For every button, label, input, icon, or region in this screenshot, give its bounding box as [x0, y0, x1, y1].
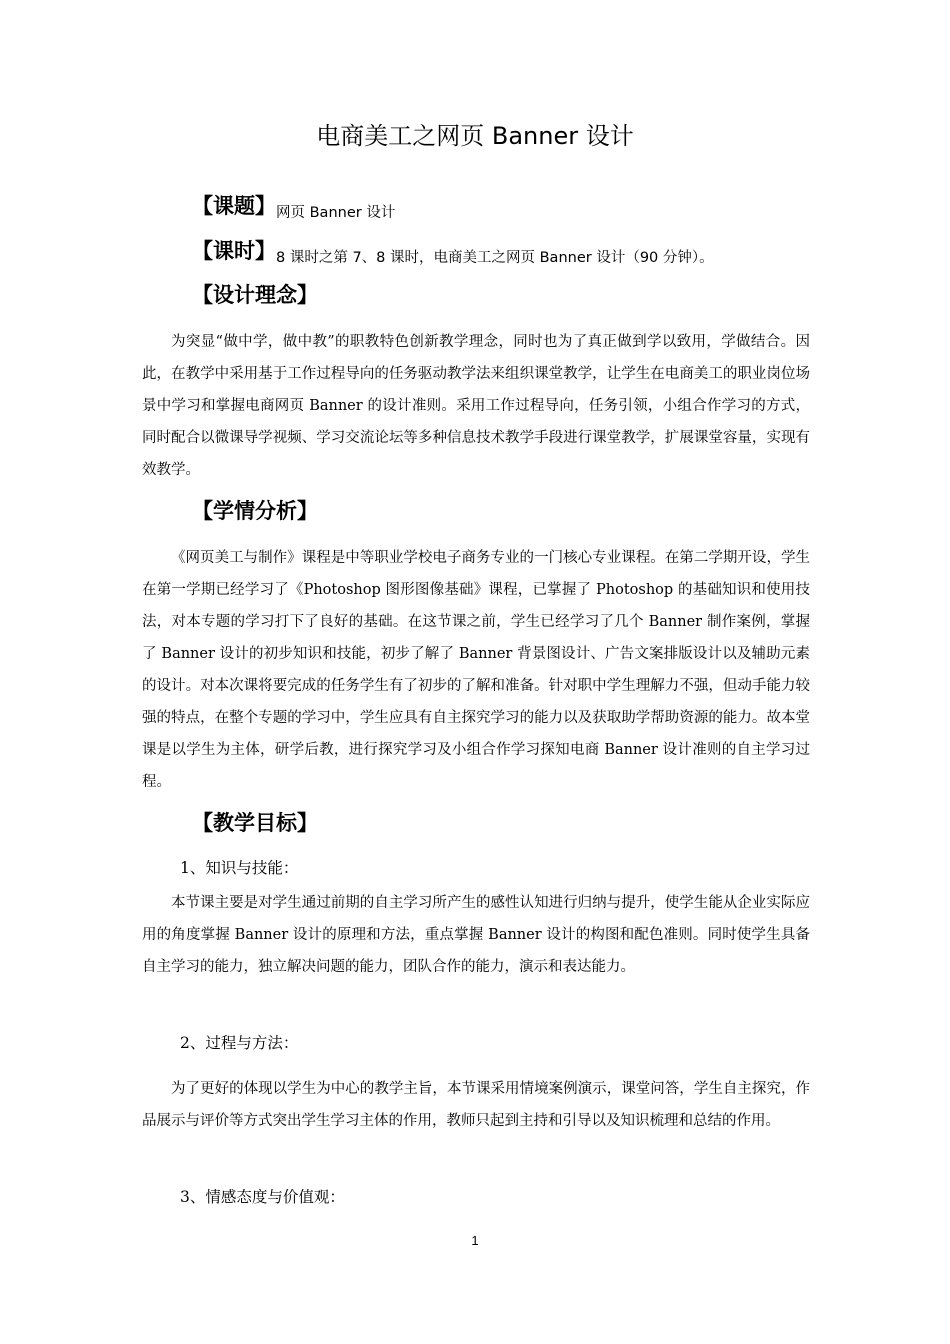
hours-line: [192, 235, 714, 267]
goal3-title: 3、情感态度与价值观：: [180, 1188, 345, 1206]
document-title: 电商美工之网页 Banner 设计: [316, 122, 634, 150]
topic-line: [192, 190, 395, 222]
analysis-heading: 【学情分析】: [192, 499, 318, 523]
goal1-title: 1、知识与技能：: [180, 859, 299, 877]
goals-heading: 【教学目标】: [192, 811, 318, 835]
hours-value: 8 课时之第 7、8 课时，电商美工之网页 Banner 设计（90 分钟）。: [276, 250, 714, 266]
hours-label: 【课时】: [192, 239, 276, 263]
goal2-paragraph: 为了更好的体现以学生为中心的教学主旨，本节课采用情境案例演示，课堂问答，学生自主探究，作品展示与评价等方式突出学生学习主体的作用，教师只起到主持和引导以及知识梳理和总结的作用。: [142, 1081, 810, 1129]
topic-value: 网页 Banner 设计: [276, 205, 396, 221]
analysis-paragraph: 《网页美工与制作》课程是中等职业学校电子商务专业的一门核心专业课程。在第二学期开设，学生在第一学期已经学习了《Photoshop 图形图像基础》课程，已掌握了 Photoshop 的基础知识和使用技法，对本专题的学习打下了良好的基础。在这节课之前，学生已经学习了几个 Banner 制作案例，掌握了 Banner 设计的初步知识和技能，初步了解了 Banner 背景图设计、广告文案排版设计以及辅助元素的设计。对本次课将要完成的任务学生有了初步的了解和准备。针对职中学生理解力不强，但动手能力较强的特点，在整个专题的学习中，学生应具有自主探究学习的能力以及获取助学帮助资源的能力。故本堂课是以学生为主体，研学后教，进行探究学习及小组合作学习探知电商 Banner 设计准则的自主学习过程。: [142, 550, 810, 790]
topic-label: 【课题】: [192, 194, 276, 218]
design-heading: 【设计理念】: [192, 283, 318, 307]
page-number: 1: [471, 1233, 479, 1248]
goal1-paragraph: 本节课主要是对学生通过前期的自主学习所产生的感性认知进行归纳与提升，使学生能从企业实际应用的角度掌握 Banner 设计的原理和方法，重点掌握 Banner 设计的构图和配色准则。同时使学生具备自主学习的能力，独立解决问题的能力，团队合作的能力，演示和表达能力。: [142, 895, 810, 975]
goal2-title: 2、过程与方法：: [180, 1034, 299, 1052]
design-paragraph: 为突显“做中学，做中教”的职教特色创新教学理念，同时也为了真正做到学以致用，学做结合。因此，在教学中采用基于工作过程导向的任务驱动教学法来组织课堂教学，让学生在电商美工的职业岗位场景中学习和掌握电商网页 Banner 的设计准则。采用工作过程导向，任务引领，小组合作学习的方式，同时配合以微课导学视频、学习交流论坛等多种信息技术教学手段进行课堂教学，扩展课堂容量，实现有效教学。: [142, 334, 810, 478]
